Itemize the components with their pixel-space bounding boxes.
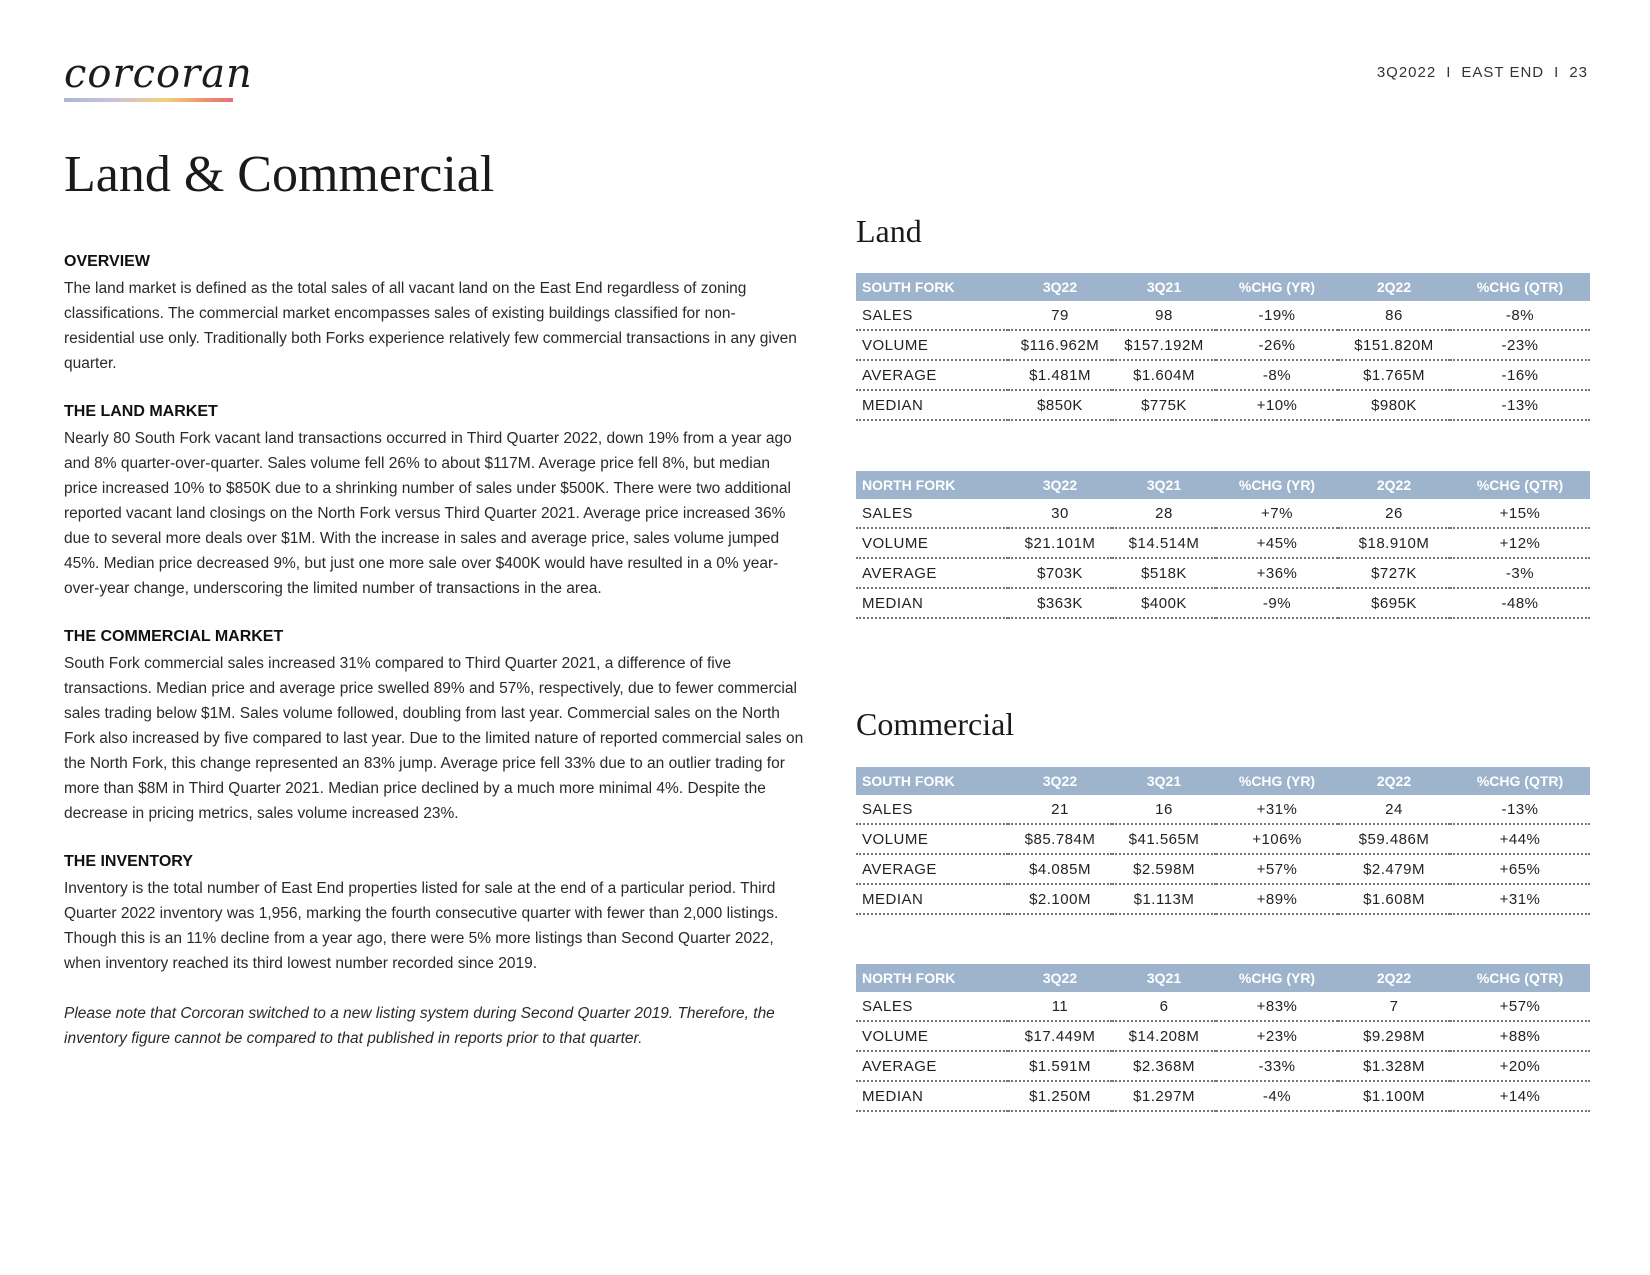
table-cell: 6 [1112, 992, 1216, 1021]
column-header: 3Q21 [1112, 964, 1216, 992]
table-cell: +88% [1450, 1021, 1590, 1051]
commercial-south-fork-table [856, 767, 1590, 915]
row-label: AVERAGE [856, 558, 1008, 588]
land-title: Land [856, 213, 922, 249]
table-cell: +14% [1450, 1081, 1590, 1111]
section-heading: THE LAND MARKET [64, 403, 218, 420]
table-cell: $850K [1008, 390, 1112, 420]
table-cell: $17.449M [1008, 1021, 1112, 1051]
table-header-row [856, 964, 1590, 992]
table-header-row [856, 471, 1590, 499]
row-label: MEDIAN [856, 588, 1008, 618]
table-cell: $1.608M [1338, 884, 1450, 914]
table-cell: $775K [1112, 390, 1216, 420]
column-header: 3Q22 [1008, 273, 1112, 301]
table-row [856, 992, 1590, 1021]
table-cell: $2.598M [1112, 854, 1216, 884]
table-cell: +65% [1450, 854, 1590, 884]
row-label: AVERAGE [856, 854, 1008, 884]
section-overview [64, 251, 804, 376]
table-cell: -48% [1450, 588, 1590, 618]
column-header: %CHG (QTR) [1450, 471, 1590, 499]
table-row [856, 558, 1590, 588]
section-heading: THE COMMERCIAL MARKET [64, 628, 284, 645]
section-heading: THE INVENTORY [64, 853, 193, 870]
separator: I [1554, 64, 1560, 81]
table-cell: $2.100M [1008, 884, 1112, 914]
table-cell: +20% [1450, 1051, 1590, 1081]
row-label: SALES [856, 301, 1008, 330]
logo-wordmark: corcoran [64, 51, 253, 97]
section-inventory [64, 851, 804, 976]
logo-gradient-bar [64, 98, 233, 102]
table-row [856, 824, 1590, 854]
row-label: SALES [856, 499, 1008, 528]
column-header: %CHG (YR) [1216, 273, 1338, 301]
table-cell: 26 [1338, 499, 1450, 528]
table-cell: $400K [1112, 588, 1216, 618]
table-cell: 11 [1008, 992, 1112, 1021]
table-cell: $1.604M [1112, 360, 1216, 390]
table-cell: +31% [1216, 795, 1338, 824]
table-row [856, 795, 1590, 824]
row-label: SALES [856, 795, 1008, 824]
table-cell: 98 [1112, 301, 1216, 330]
table-cell: $1.591M [1008, 1051, 1112, 1081]
section-land-market [64, 401, 804, 601]
table-cell: -9% [1216, 588, 1338, 618]
table-cell: $2.368M [1112, 1051, 1216, 1081]
table-cell: $2.479M [1338, 854, 1450, 884]
table-cell: $14.208M [1112, 1021, 1216, 1051]
section-body: The land market is defined as the total sales of all vacant land on the East End regardless of zoning classifications. The commercial market encompasses sales of existing buildings classified for non-residential use only. Traditionally both Forks experience relatively few commercial transactions in any given quarter. [64, 280, 797, 372]
table-row [856, 330, 1590, 360]
land-north-fork-table [856, 471, 1590, 619]
column-header: 3Q21 [1112, 767, 1216, 795]
table-cell: $59.486M [1338, 824, 1450, 854]
table-cell: $85.784M [1008, 824, 1112, 854]
inventory-note: Please note that Corcoran switched to a new listing system during Second Quarter 2019. Therefore, the inventory figure cannot be compared to that published in reports prior to that quarter. [64, 1005, 775, 1047]
table-cell: +15% [1450, 499, 1590, 528]
section-body: South Fork commercial sales increased 31% compared to Third Quarter 2021, a difference of five transactions. Median price and average price swelled 89% and 57%, respectively, due to fewer commercial sales trading below $1M. Sales volume followed, doubling from last year. Commercial sales on the North Fork also increased by five compared to last year. Due to the limited nature of reported commercial sales on the North Fork, this change represented an 83% jump. Average price fell 33% due to an outlier trading for more than $8M in Third Quarter 2021. Median price declined by a much more minimal 4%. Despite the decrease in pricing metrics, sales volume increased 23%. [64, 655, 804, 822]
table-cell: 28 [1112, 499, 1216, 528]
row-label: VOLUME [856, 824, 1008, 854]
row-label: MEDIAN [856, 884, 1008, 914]
table-cell: -16% [1450, 360, 1590, 390]
table-cell: -13% [1450, 795, 1590, 824]
table-row [856, 499, 1590, 528]
table-cell: -8% [1450, 301, 1590, 330]
column-header: NORTH FORK [856, 471, 1008, 499]
column-header: %CHG (YR) [1216, 964, 1338, 992]
table-cell: 24 [1338, 795, 1450, 824]
table-row [856, 884, 1590, 914]
table-cell: +31% [1450, 884, 1590, 914]
column-header: 3Q22 [1008, 471, 1112, 499]
table-cell: $1.328M [1338, 1051, 1450, 1081]
table-cell: 21 [1008, 795, 1112, 824]
table-cell: 7 [1338, 992, 1450, 1021]
table-cell: $980K [1338, 390, 1450, 420]
table-cell: $1.113M [1112, 884, 1216, 914]
table-cell: $518K [1112, 558, 1216, 588]
column-header: 2Q22 [1338, 767, 1450, 795]
table-cell: -33% [1216, 1051, 1338, 1081]
column-header: 2Q22 [1338, 471, 1450, 499]
table-cell: $157.192M [1112, 330, 1216, 360]
table-cell: $18.910M [1338, 528, 1450, 558]
table-cell: -8% [1216, 360, 1338, 390]
row-label: AVERAGE [856, 360, 1008, 390]
row-label: SALES [856, 992, 1008, 1021]
row-label: VOLUME [856, 330, 1008, 360]
row-label: MEDIAN [856, 1081, 1008, 1111]
table-cell: +106% [1216, 824, 1338, 854]
table-cell: 30 [1008, 499, 1112, 528]
table-row [856, 588, 1590, 618]
table-cell: $703K [1008, 558, 1112, 588]
table-cell: $1.100M [1338, 1081, 1450, 1111]
table-cell: $1.481M [1008, 360, 1112, 390]
table-cell: +12% [1450, 528, 1590, 558]
table-cell: $41.565M [1112, 824, 1216, 854]
report-period: 3Q2022 [1376, 64, 1437, 81]
column-header: 2Q22 [1338, 964, 1450, 992]
narrative-column [64, 251, 804, 1051]
column-header: SOUTH FORK [856, 767, 1008, 795]
table-row [856, 301, 1590, 330]
section-body: Inventory is the total number of East End properties listed for sale at the end of a particular period. Third Quarter 2022 inventory was 1,956, marking the fourth consecutive quarter with fewer than 2,000 listings. Though this is an 11% decline from a year ago, there were 5% more listings than Second Quarter 2022, when inventory reached its third lowest number recorded since 2019. [64, 880, 779, 972]
column-header: 2Q22 [1338, 273, 1450, 301]
table-cell: $363K [1008, 588, 1112, 618]
table-cell: 86 [1338, 301, 1450, 330]
table-row [856, 1021, 1590, 1051]
table-cell: +36% [1216, 558, 1338, 588]
table-cell: +83% [1216, 992, 1338, 1021]
table-cell: -3% [1450, 558, 1590, 588]
table-cell: +45% [1216, 528, 1338, 558]
table-cell: $9.298M [1338, 1021, 1450, 1051]
page-header-meta [1377, 64, 1588, 81]
table-row [856, 854, 1590, 884]
table-header-row [856, 273, 1590, 301]
table-cell: +44% [1450, 824, 1590, 854]
table-cell: -26% [1216, 330, 1338, 360]
table-cell: $727K [1338, 558, 1450, 588]
section-body: Nearly 80 South Fork vacant land transactions occurred in Third Quarter 2022, down 19% from a year ago and 8% quarter-over-quarter. Sales volume fell 26% to about $117M. Average price fell 8%, but median price increased 10% to $850K due to a shrinking number of sales under $500K. There were two additional reported vacant land closings on the North Fork versus Third Quarter 2021. Average price increased 36% due to several more deals over $1M. With the increase in sales and average price, sales volume jumped 45%. Median price decreased 9%, but just one more sale over $400K would have resulted in a 0% year-over-year change, underscoring the limited number of transactions in the area. [64, 430, 792, 597]
commercial-north-fork-table [856, 964, 1590, 1112]
table-cell: +7% [1216, 499, 1338, 528]
separator: I [1446, 64, 1452, 81]
section-heading: OVERVIEW [64, 253, 150, 270]
column-header: NORTH FORK [856, 964, 1008, 992]
table-row [856, 390, 1590, 420]
table-cell: +89% [1216, 884, 1338, 914]
commercial-title: Commercial [856, 706, 1015, 742]
column-header: 3Q22 [1008, 767, 1112, 795]
corcoran-logo [64, 52, 253, 102]
column-header: 3Q21 [1112, 471, 1216, 499]
table-cell: -19% [1216, 301, 1338, 330]
row-label: VOLUME [856, 528, 1008, 558]
table-row [856, 528, 1590, 558]
page-title: Land & Commercial [64, 146, 495, 203]
table-cell: $21.101M [1008, 528, 1112, 558]
column-header: %CHG (QTR) [1450, 767, 1590, 795]
column-header: 3Q21 [1112, 273, 1216, 301]
table-cell: +10% [1216, 390, 1338, 420]
row-label: MEDIAN [856, 390, 1008, 420]
table-row [856, 1051, 1590, 1081]
table-cell: -23% [1450, 330, 1590, 360]
table-cell: +23% [1216, 1021, 1338, 1051]
row-label: VOLUME [856, 1021, 1008, 1051]
table-cell: $1.250M [1008, 1081, 1112, 1111]
table-cell: +57% [1450, 992, 1590, 1021]
table-cell: $151.820M [1338, 330, 1450, 360]
page-number: 23 [1569, 64, 1588, 81]
table-cell: 16 [1112, 795, 1216, 824]
report-region: EAST END [1461, 64, 1545, 81]
row-label: AVERAGE [856, 1051, 1008, 1081]
column-header: %CHG (QTR) [1450, 273, 1590, 301]
table-cell: +57% [1216, 854, 1338, 884]
column-header: SOUTH FORK [856, 273, 1008, 301]
table-cell: $1.765M [1338, 360, 1450, 390]
column-header: %CHG (QTR) [1450, 964, 1590, 992]
table-header-row [856, 767, 1590, 795]
column-header: %CHG (YR) [1216, 471, 1338, 499]
land-south-fork-table [856, 273, 1590, 421]
column-header: %CHG (YR) [1216, 767, 1338, 795]
section-commercial-market [64, 626, 804, 826]
table-cell: 79 [1008, 301, 1112, 330]
table-row [856, 360, 1590, 390]
table-cell: $116.962M [1008, 330, 1112, 360]
table-row [856, 1081, 1590, 1111]
column-header: 3Q22 [1008, 964, 1112, 992]
table-cell: -4% [1216, 1081, 1338, 1111]
table-cell: -13% [1450, 390, 1590, 420]
table-cell: $14.514M [1112, 528, 1216, 558]
table-cell: $695K [1338, 588, 1450, 618]
table-cell: $1.297M [1112, 1081, 1216, 1111]
table-cell: $4.085M [1008, 854, 1112, 884]
